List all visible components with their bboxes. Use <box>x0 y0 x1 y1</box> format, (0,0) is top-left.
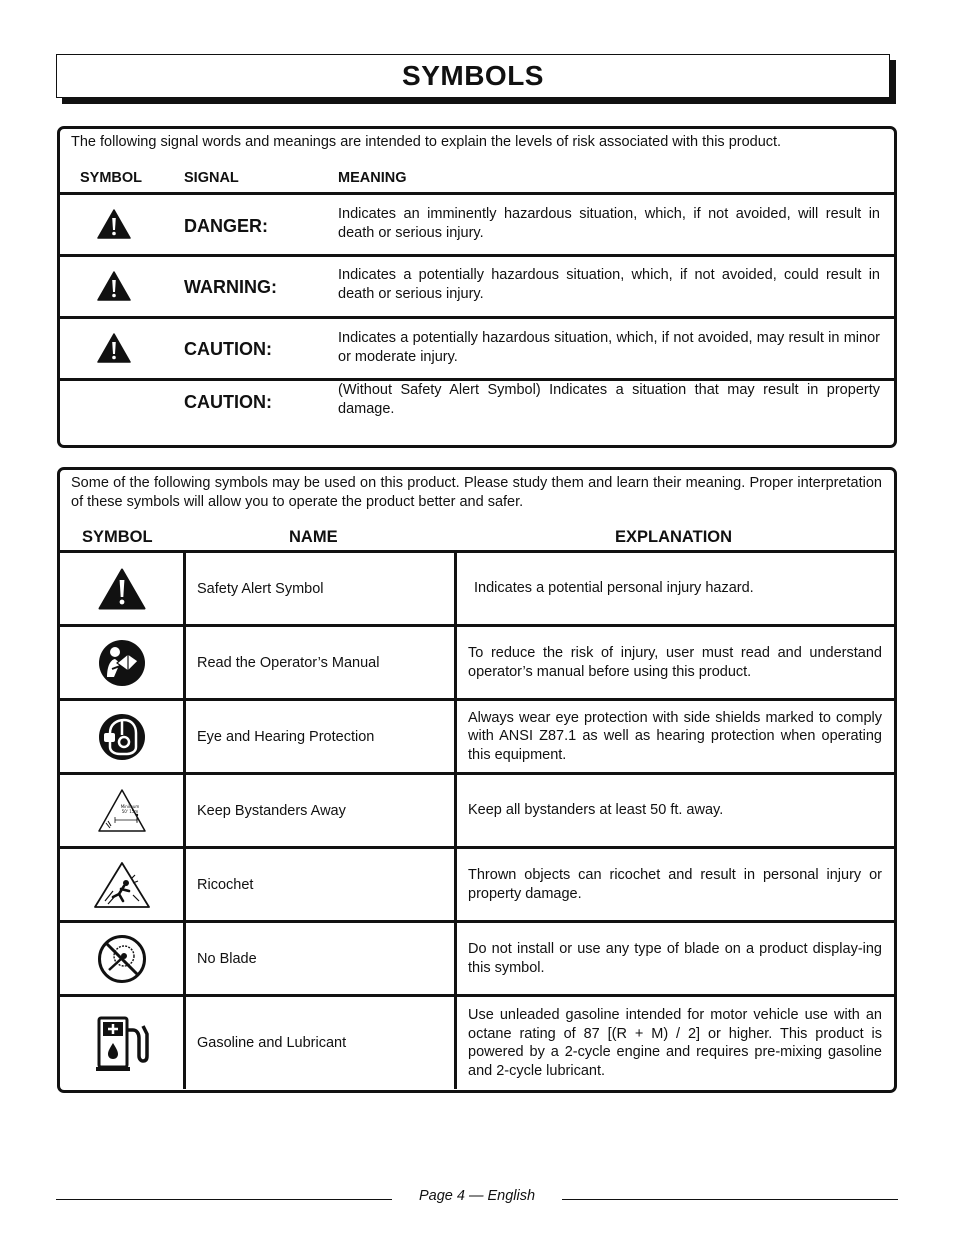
symbol-explanation: Indicates a potential personal injury hazard. <box>474 580 754 597</box>
symbol-row-safety-alert <box>60 553 894 627</box>
signal-words-panel <box>57 126 897 448</box>
symbol-row-ricochet <box>60 849 894 923</box>
symbol-name: Gasoline and Lubricant <box>186 997 457 1089</box>
bystander-distance-label: 50' 15m <box>121 808 138 814</box>
symbol-name: Safety Alert Symbol <box>186 553 457 624</box>
signal-column-header: SIGNAL <box>184 170 239 186</box>
symbol-column-header: SYMBOL <box>82 528 153 546</box>
signal-words-intro: The following signal words and meanings are intended to explain the levels of risk associated with this product. <box>71 134 782 150</box>
read-manual-icon <box>98 639 146 687</box>
page-title: SYMBOLS <box>402 60 544 91</box>
symbol-row-bystanders <box>60 775 894 849</box>
bystander-minimum-label: Minimum <box>120 803 139 809</box>
signal-word: DANGER: <box>184 216 268 236</box>
symbol-cell <box>60 997 186 1089</box>
footer-rule-left <box>56 1199 392 1200</box>
signal-row-caution <box>60 319 894 381</box>
safety-alert-icon <box>98 568 146 610</box>
explanation-column-header: EXPLANATION <box>615 528 733 546</box>
signal-meaning: Indicates an imminently hazardous situation, which, if not avoided, will result in death or serious injury. <box>338 206 880 241</box>
symbol-name: Keep Bystanders Away <box>186 775 457 846</box>
page-footer <box>0 1188 954 1208</box>
symbol-explanation: Use unleaded gasoline intended for motor vehicle use with an octane rating of 87 [(R + M) / 2] or higher. This product is powered by a 2-cycle engine and requires pre-mixing gasoline and 2-cycle lubricant. <box>468 1007 882 1079</box>
ricochet-icon <box>93 861 151 909</box>
eye-hearing-protection-icon <box>98 713 146 761</box>
gasoline-lubricant-icon <box>93 1014 151 1072</box>
symbol-cell <box>60 553 186 624</box>
symbol-cell <box>60 701 186 772</box>
symbol-cell <box>60 775 186 846</box>
meaning-column-header: MEANING <box>338 170 407 186</box>
page-title-box <box>56 54 890 98</box>
symbols-header <box>60 470 894 553</box>
symbol-row-no-blade <box>60 923 894 997</box>
signal-word: WARNING: <box>184 277 277 297</box>
signal-word: CAUTION: <box>184 339 272 359</box>
symbol-cell <box>60 849 186 920</box>
signal-meaning: (Without Safety Alert Symbol) Indicates a situation that may result in property damage. <box>338 382 880 417</box>
symbol-name: Read the Operator’s Manual <box>186 627 457 698</box>
keep-bystanders-away-icon <box>97 788 147 834</box>
signal-meaning: Indicates a potentially hazardous situation, which, if not avoided, may result in minor or moderate injury. <box>338 330 880 365</box>
footer-page-label: Page 4 — English <box>418 1188 536 1204</box>
signal-row-warning <box>60 257 894 319</box>
signal-word: CAUTION: <box>184 392 272 412</box>
symbol-name: Ricochet <box>186 849 457 920</box>
symbols-intro: Some of the following symbols may be used on this product. Please study them and learn their meaning. Proper interpretation of these symbols will allow you to operate the product better and safer. <box>71 475 882 510</box>
symbol-column-header: SYMBOL <box>80 170 143 186</box>
symbols-panel <box>57 467 897 1093</box>
no-blade-icon <box>97 934 147 984</box>
warning-triangle-icon <box>97 209 131 239</box>
symbol-row-eye-hearing <box>60 701 894 775</box>
signal-words-header <box>60 129 894 195</box>
signal-row-danger <box>60 195 894 257</box>
symbol-explanation: Thrown objects can ricochet and result in personal injury or property damage. <box>468 867 882 902</box>
symbol-name: No Blade <box>186 923 457 994</box>
signal-meaning: Indicates a potentially hazardous situation, which, if not avoided, could result in death or serious injury. <box>338 267 880 302</box>
symbol-explanation: Do not install or use any type of blade on a product display-ing this symbol. <box>468 941 882 976</box>
symbol-cell <box>60 627 186 698</box>
symbol-explanation: To reduce the risk of injury, user must read and understand operator’s manual before using this product. <box>468 645 882 680</box>
symbol-cell <box>60 923 186 994</box>
warning-triangle-icon <box>97 333 131 363</box>
signal-row-caution-property <box>60 381 894 441</box>
symbol-name: Eye and Hearing Protection <box>186 701 457 772</box>
symbol-row-gasoline <box>60 997 894 1089</box>
symbol-explanation: Always wear eye protection with side shields marked to comply with ANSI Z87.1 as well as hearing protection when operating this equipment. <box>468 709 882 763</box>
symbol-row-read-manual <box>60 627 894 701</box>
footer-rule-right <box>562 1199 898 1200</box>
name-column-header: NAME <box>289 528 338 546</box>
symbol-explanation: Keep all bystanders at least 50 ft. away. <box>468 802 724 819</box>
warning-triangle-icon <box>97 271 131 301</box>
